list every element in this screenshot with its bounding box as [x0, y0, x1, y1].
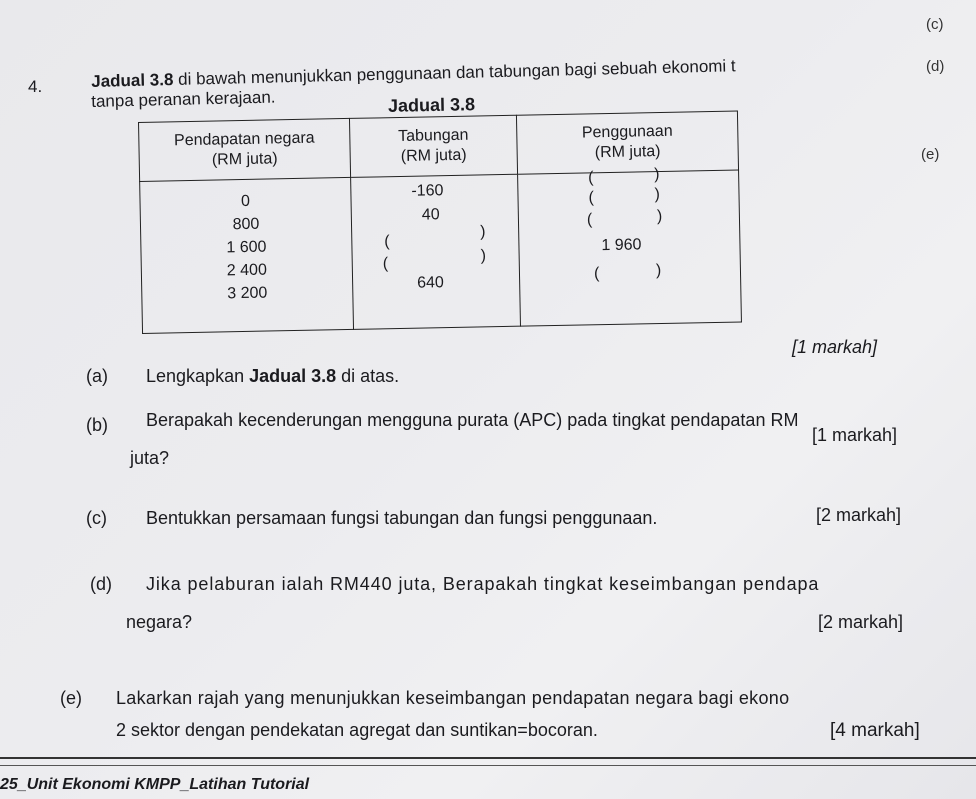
table-body-row: [140, 170, 742, 333]
part-c-label: (c): [86, 508, 107, 528]
header-tabungan-line2: (RM juta): [400, 146, 467, 165]
pendapatan-value: 800: [232, 215, 260, 234]
penggunaan-values: [518, 166, 741, 320]
side-label-e: (e): [921, 146, 940, 163]
part-a-marks: [1 markah]: [792, 337, 878, 357]
part-a-text-post: di atas.: [336, 366, 400, 386]
penggunaan-blank-open: (: [587, 169, 594, 187]
header-penggunaan: [516, 111, 738, 174]
intro-text: di bawah menunjukkan penggunaan dan tabungan bagi sebuah ekonomi t: [173, 56, 736, 89]
penggunaan-blank-close: ): [655, 261, 662, 280]
part-e-text: Lakarkan rajah yang menunjukkan keseimbangan pendapatan negara bagi ekono: [116, 688, 790, 708]
side-label-c: (c): [926, 16, 944, 33]
part-d-label: (d): [90, 574, 112, 594]
part-d-text-line2: negara?: [126, 612, 193, 632]
tabungan-blank-open: (: [382, 255, 389, 273]
penggunaan-blank-close: ): [656, 207, 663, 226]
tabungan-blank-close: ): [480, 223, 486, 241]
header-pendapatan: [139, 118, 351, 181]
tabungan-blank-open: (: [384, 233, 390, 251]
tabungan-blank-close: ): [480, 247, 487, 265]
part-c-text: Bentukkan persamaan fungsi tabungan dan fungsi penggunaan.: [146, 508, 658, 528]
side-label-d: (d): [926, 58, 945, 75]
tabungan-value: -160: [411, 182, 444, 200]
part-c-marks: [2 markah]: [816, 505, 902, 525]
penggunaan-blank-open: (: [593, 265, 600, 283]
part-b-label: (b): [86, 415, 108, 435]
pendapatan-value: 1 600: [226, 238, 267, 257]
part-d-marks: [2 markah]: [818, 612, 904, 632]
pendapatan-values: [140, 184, 353, 332]
part-e-label: (e): [60, 688, 82, 708]
header-pendapatan-line2: (RM juta): [211, 150, 278, 169]
cell-tabungan: [351, 174, 521, 329]
tabungan-values: [351, 181, 520, 324]
pendapatan-value: 3 200: [227, 284, 268, 303]
cell-pendapatan: [140, 177, 354, 333]
part-e-marks: [4 markah]: [830, 720, 920, 741]
pendapatan-value: 0: [240, 192, 251, 211]
question-intro: [91, 56, 736, 92]
table-title: Jadual 3.8: [387, 94, 476, 116]
pendapatan-value: 2 400: [226, 261, 268, 280]
question-number: 4.: [28, 77, 43, 96]
header-penggunaan-line1: Penggunaan: [581, 122, 673, 142]
data-table: [138, 110, 742, 333]
penggunaan-blank-close: ): [654, 185, 660, 204]
penggunaan-value: 1 960: [601, 236, 642, 255]
part-a-text: [146, 366, 399, 387]
tabungan-value: 640: [416, 274, 445, 292]
cell-penggunaan: [518, 166, 742, 326]
part-a-text-pre: Lengkapkan: [146, 366, 250, 386]
part-b-marks: [1 markah]: [812, 425, 898, 445]
footer-rule-thin: [0, 765, 976, 766]
part-a-table-ref: Jadual 3.8: [249, 366, 337, 386]
part-a-label: (a): [86, 366, 108, 386]
part-b-text-line2: juta?: [130, 448, 170, 468]
header-pendapatan-line1: Pendapatan negara: [173, 129, 315, 150]
footer-text: 25_Unit Ekonomi KMPP_Latihan Tutorial: [0, 776, 310, 793]
intro-table-ref: Jadual 3.8: [91, 69, 174, 91]
tabungan-value: 40: [421, 206, 440, 224]
header-penggunaan-line2: (RM juta): [594, 142, 661, 162]
header-tabungan-line1: Tabungan: [398, 126, 469, 146]
question-intro-line2: tanpa peranan kerajaan.: [91, 87, 276, 111]
part-d-text: Jika pelaburan ialah RM440 juta, Berapakah tingkat keseimbangan pendapa: [146, 574, 820, 594]
penggunaan-blank-close: ): [653, 166, 660, 184]
header-tabungan: [349, 115, 517, 177]
part-e-text-line2: 2 sektor dengan pendekatan agregat dan suntikan=bocoran.: [116, 720, 598, 740]
penggunaan-blank-open: (: [586, 211, 593, 229]
part-b-text: Berapakah kecenderungan mengguna purata (APC) pada tingkat pendapatan RM: [146, 410, 799, 430]
footer-rule: [0, 757, 976, 759]
penggunaan-blank-open: (: [588, 189, 595, 207]
